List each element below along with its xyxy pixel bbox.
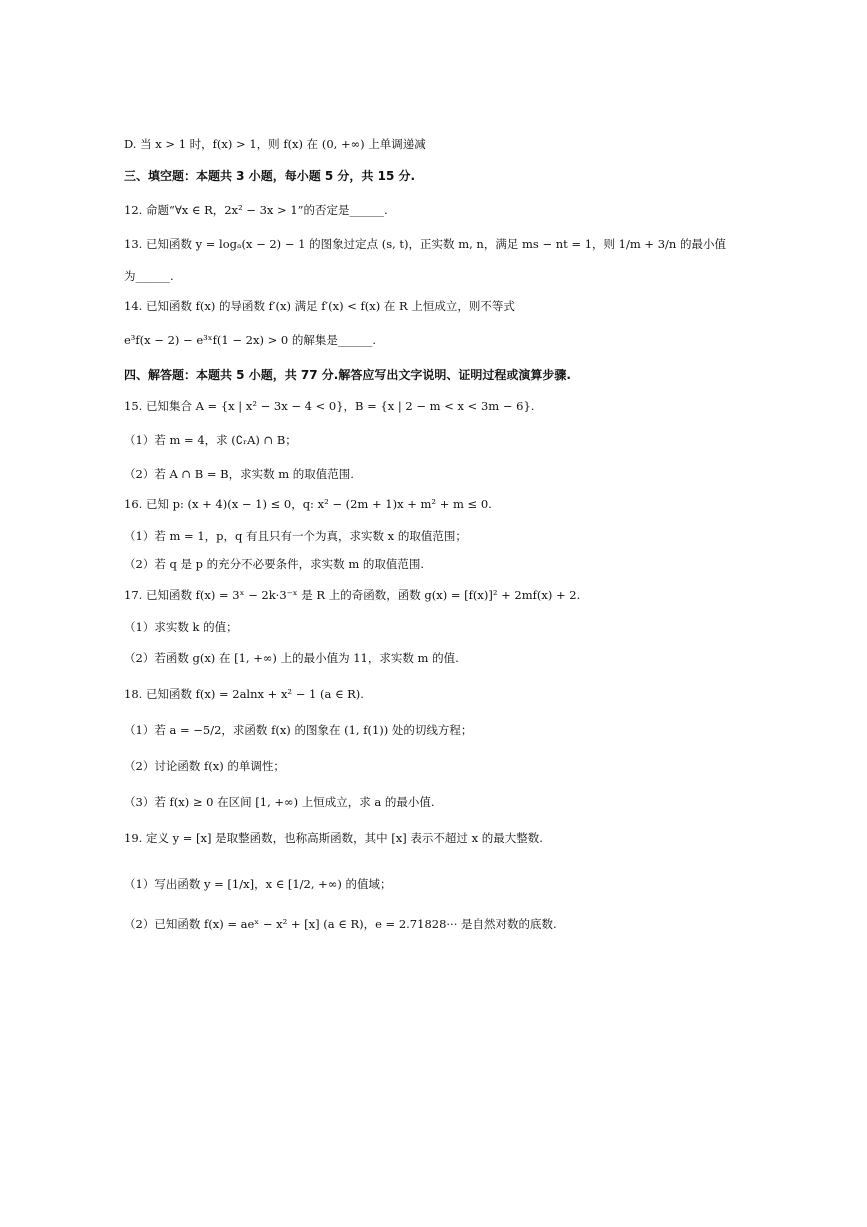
question-18-part-1: （1）若 a = −5/2，求函数 f(x) 的图象在 (1, f(1)) 处的切线方程； xyxy=(124,723,473,737)
question-18-part-3: （3）若 f(x) ≥ 0 在区间 [1, +∞) 上恒成立，求 a 的最小值. xyxy=(124,795,435,809)
question-13-continued: 为______. xyxy=(124,269,174,283)
question-16-part-1: （1）若 m = 1，p，q 有且只有一个为真，求实数 x 的取值范围； xyxy=(124,529,467,543)
question-18-part-2: （2）讨论函数 f(x) 的单调性； xyxy=(124,759,285,773)
question-15: 15. 已知集合 A = {x | x² − 3x − 4 < 0}，B = {x | 2 − m < x < 3m − 6}. xyxy=(124,399,535,413)
question-17-part-1: （1）求实数 k 的值； xyxy=(124,620,238,634)
question-15-part-2: （2）若 A ∩ B = B，求实数 m 的取值范围. xyxy=(124,467,354,481)
question-19-part-1: （1）写出函数 y = [1/x]，x ∈ [1/2, +∞) 的值域； xyxy=(124,877,392,891)
option-d: D. 当 x > 1 时，f(x) > 1，则 f(x) 在 (0, +∞) 上单调递减 xyxy=(124,137,426,151)
question-18: 18. 已知函数 f(x) = 2alnx + x² − 1 (a ∈ R). xyxy=(124,687,364,701)
question-14-continued: e³f(x − 2) − e³ˣf(1 − 2x) > 0 的解集是______. xyxy=(124,333,376,347)
question-17-part-2: （2）若函数 g(x) 在 [1, +∞) 上的最小值为 11，求实数 m 的值. xyxy=(124,651,459,665)
question-12: 12. 命题“∀x ∈ R，2x² − 3x > 1”的否定是______. xyxy=(124,203,388,217)
section-heading-solutions: 四、解答题：本题共 5 小题，共 77 分.解答应写出文字说明、证明过程或演算步骤. xyxy=(124,368,571,382)
question-16: 16. 已知 p: (x + 4)(x − 1) ≤ 0，q: x² − (2m + 1)x + m² + m ≤ 0. xyxy=(124,497,492,511)
question-17: 17. 已知函数 f(x) = 3ˣ − 2k·3⁻ˣ 是 R 上的奇函数，函数 g(x) = [f(x)]² + 2mf(x) + 2. xyxy=(124,588,581,602)
question-19-part-2: （2）已知函数 f(x) = aeˣ − x² + [x] (a ∈ R)，e = 2.71828··· 是自然对数的底数. xyxy=(124,917,557,931)
question-13: 13. 已知函数 y = logₐ(x − 2) − 1 的图象过定点 (s, t)，正实数 m, n，满足 ms − nt = 1，则 1/m + 3/n 的最小值 xyxy=(124,237,726,251)
question-14: 14. 已知函数 f(x) 的导函数 f′(x) 满足 f′(x) < f(x) 在 R 上恒成立，则不等式 xyxy=(124,299,515,313)
question-15-part-1: （1）若 m = 4，求 (∁ᵣA) ∩ B； xyxy=(124,433,297,447)
question-16-part-2: （2）若 q 是 p 的充分不必要条件，求实数 m 的取值范围. xyxy=(124,557,425,571)
section-heading-fill-in: 三、填空题：本题共 3 小题，每小题 5 分，共 15 分. xyxy=(124,169,416,183)
question-19: 19. 定义 y = [x] 是取整函数，也称高斯函数，其中 [x] 表示不超过 x 的最大整数. xyxy=(124,831,543,845)
